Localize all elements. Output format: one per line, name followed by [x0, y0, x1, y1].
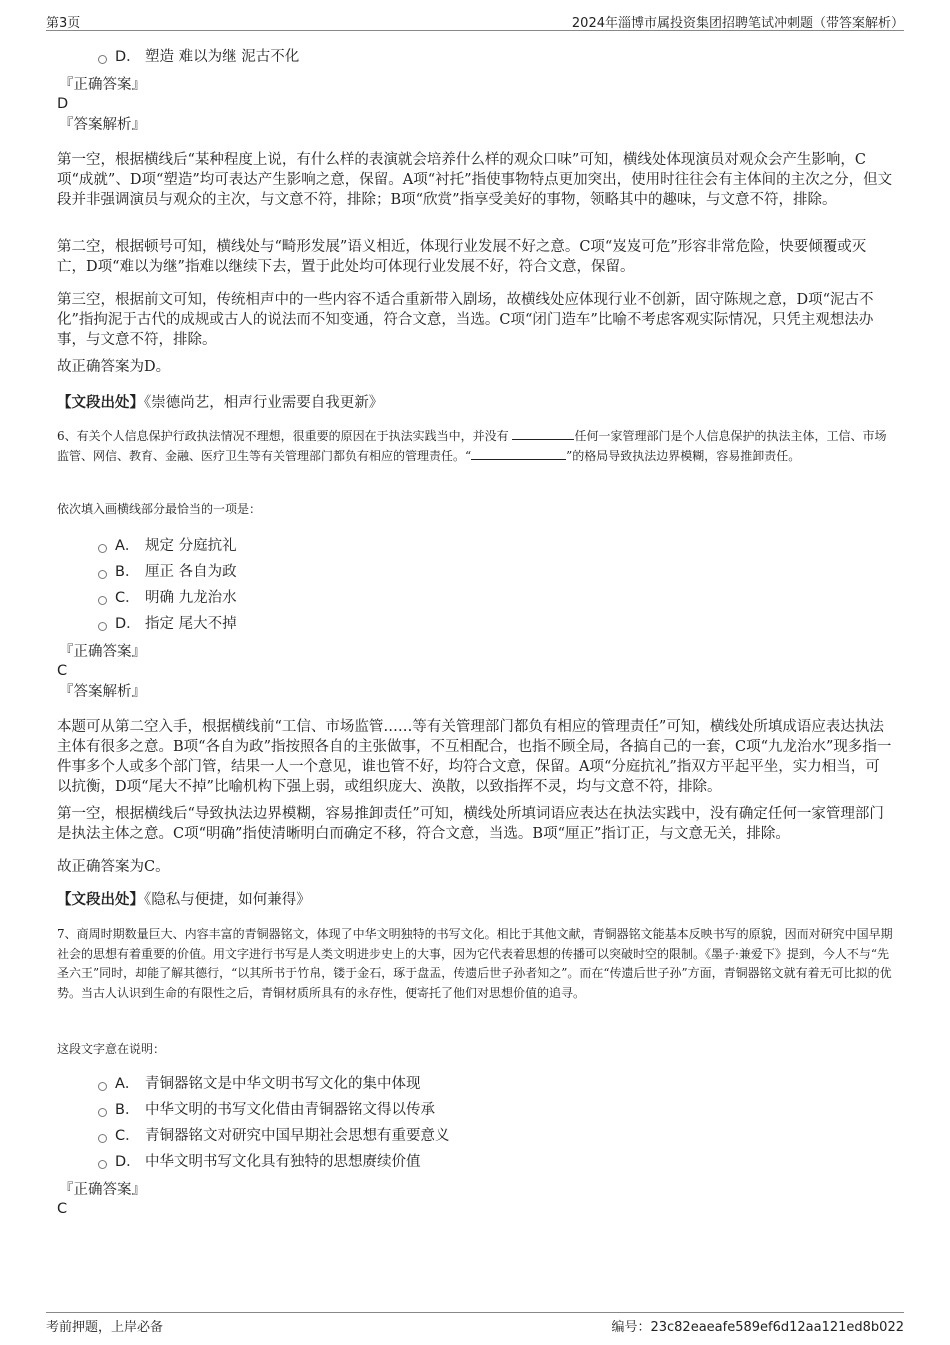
q7-option-d[interactable]: D． 中华文明书写文化具有独特的思想赓续价值	[98, 1152, 421, 1172]
q7-prompt: 这段文字意在说明：	[57, 1042, 166, 1056]
radio-icon[interactable]	[98, 544, 107, 553]
q7-option-b[interactable]: B． 中华文明的书写文化借由青铜器铭文得以传承	[98, 1100, 435, 1120]
radio-icon[interactable]	[98, 1160, 107, 1169]
document-title: 2024年淄博市属投资集团招聘笔试冲刺题（带答案解析）	[571, 16, 904, 31]
q6-answer-label: 『正确答案』	[59, 644, 146, 660]
q5-analysis-3: 第三空，根据前文可知，传统相声中的一些内容不适合重新带入剧场，故横线处应体现行业不创新，固守陈规之意，D项“泥古不化”指拘泥于古代的成规或古人的说法而不知变通，符合文意，当选。C项“闭门造车”比喻不考虑客观实际情况，只凭主观想法办事，与文意不符，排除。	[57, 292, 874, 348]
q6-analysis-2: 第一空，根据横线后“导致执法边界模糊，容易推卸责任”可知，横线处所填词语应表达在执法实践中，没有确定任何一家管理部门是执法主体之意。C项“明确”指使清晰明白而确定不移，符合文意，当选。B项“厘正”指订正，与文意无关，排除。	[57, 806, 884, 842]
document-id: 编号：23c82eaeafe589ef6d12aa121ed8b022	[611, 1320, 904, 1335]
fill-blank-2	[471, 447, 566, 460]
radio-icon[interactable]	[98, 55, 107, 64]
q5-source-title: 《崇德尚艺，相声行业需要自我更新》	[144, 395, 384, 411]
q5-answer-label: 『正确答案』	[59, 77, 146, 93]
q6-source-title: 《隐私与便捷，如何兼得》	[144, 892, 311, 908]
q6-analysis-conclusion: 故正确答案为C。	[57, 859, 170, 875]
q6-option-d[interactable]: D． 指定 尾大不掉	[98, 614, 237, 634]
q6-answer: C	[57, 663, 68, 679]
q7-stem: 7、商周时期数量巨大、内容丰富的青铜器铭文，体现了中华文明独特的书写文化。相比于其他文献，青铜器铭文能基本反映书写的原貌，因而对研究中国早期社会的思想有着重要的价值。用文字进行书写是人类文明进步史上的大事，因为它代表着思想的传播可以突破时空的限制。《墨子·兼爱下》提到，今人不与“先圣六王”同时，却能了解其德行，“以其所书于竹帛，镂于金石，琢于盘盂，传遗后世子孙者知之”。而在“传遗后世子孙”方面，青铜器铭文就有着无可比拟的优势。当古人认识到生命的有限性之后，青铜材质所具有的永存性，便寄托了他们对思想价值的追寻。	[57, 927, 893, 1000]
q6-analysis-1: 本题可从第二空入手，根据横线前“工信、市场监管……等有关管理部门都负有相应的管理责任”可知，横线处所填成语应表达执法主体有很多之意。B项“各自为政”指按照各自的主张做事，不互相配合，也指不顾全局，各搞自己的一套，C项“九龙治水”现多指一件事多个人或多个部门管，结果一人一个意见，谁也管不好，均符合文意，保留。A项“分庭抗礼”指双方平起平坐，实力相当，可以抗衡，D项“尾大不掉”比喻机构下强上弱，或组织庞大、涣散，以致指挥不灵，均与文意不符，排除。	[57, 719, 892, 795]
fill-blank-1	[512, 427, 574, 440]
q5-analysis-conclusion: 故正确答案为D。	[57, 359, 171, 375]
radio-icon[interactable]	[98, 1134, 107, 1143]
radio-icon[interactable]	[98, 1082, 107, 1091]
q6-option-b[interactable]: B． 厘正 各自为政	[98, 562, 237, 582]
q6-stem: 6、有关个人信息保护行政执法情况不理想，很重要的原因在于执法实践当中，并没有 任何一家管理部门是个人信息保护的执法主体，工信、市场监管、网信、教育、金融、医疗卫生等有关管理部门都负有相应的管理责任。“ ”的格局导致执法边界模糊，容易推卸责任。	[57, 429, 887, 463]
q5-option-d[interactable]: D． 塑造 难以为继 泥古不化	[98, 47, 299, 67]
q7-answer-label: 『正确答案』	[59, 1182, 146, 1198]
page-footer	[46, 1312, 904, 1333]
q6-analysis-label: 『答案解析』	[59, 684, 146, 700]
radio-icon[interactable]	[98, 1108, 107, 1117]
q5-answer: D	[57, 96, 69, 112]
page-header	[46, 10, 904, 31]
q7-option-a[interactable]: A． 青铜器铭文是中华文明书写文化的集中体现	[98, 1074, 421, 1094]
q7-option-c[interactable]: C． 青铜器铭文对研究中国早期社会思想有重要意义	[98, 1126, 450, 1146]
q6-source	[57, 890, 893, 910]
q6-prompt: 依次填入画横线部分最恰当的一项是：	[57, 502, 262, 516]
radio-icon[interactable]	[98, 596, 107, 605]
source-label: 【文段出处】	[57, 891, 144, 908]
footer-slogan: 考前押题，上岸必备	[46, 1320, 164, 1335]
q7-answer: C	[57, 1201, 68, 1217]
q5-analysis-label: 『答案解析』	[59, 117, 146, 133]
radio-icon[interactable]	[98, 622, 107, 631]
q5-source	[57, 393, 893, 413]
source-label: 【文段出处】	[57, 394, 144, 411]
q5-analysis-2: 第二空，根据顿号可知，横线处与“畸形发展”语义相近，体现行业发展不好之意。C项“岌岌可危”形容非常危险，快要倾覆或灭亡，D项“难以为继”指难以继续下去，置于此处均可体现行业发展不好，符合文意，保留。	[57, 239, 867, 275]
page-number: 第3页	[46, 16, 81, 31]
q6-option-a[interactable]: A． 规定 分庭抗礼	[98, 536, 237, 556]
radio-icon[interactable]	[98, 570, 107, 579]
q5-analysis-1: 第一空，根据横线后“某种程度上说，有什么样的表演就会培养什么样的观众口味”可知，横线处体现演员对观众会产生影响，C项“成就”、D项“塑造”均可表达产生影响之意，保留。A项“衬托”指使事物特点更加突出，使用时往往会有主体间的主次之分，但文段并非强调演员与观众的主次，与文意不符，排除；B项“欣赏”指享受美好的事物，领略其中的趣味，与文意不符，排除。	[57, 152, 893, 208]
q6-option-c[interactable]: C． 明确 九龙治水	[98, 588, 237, 608]
